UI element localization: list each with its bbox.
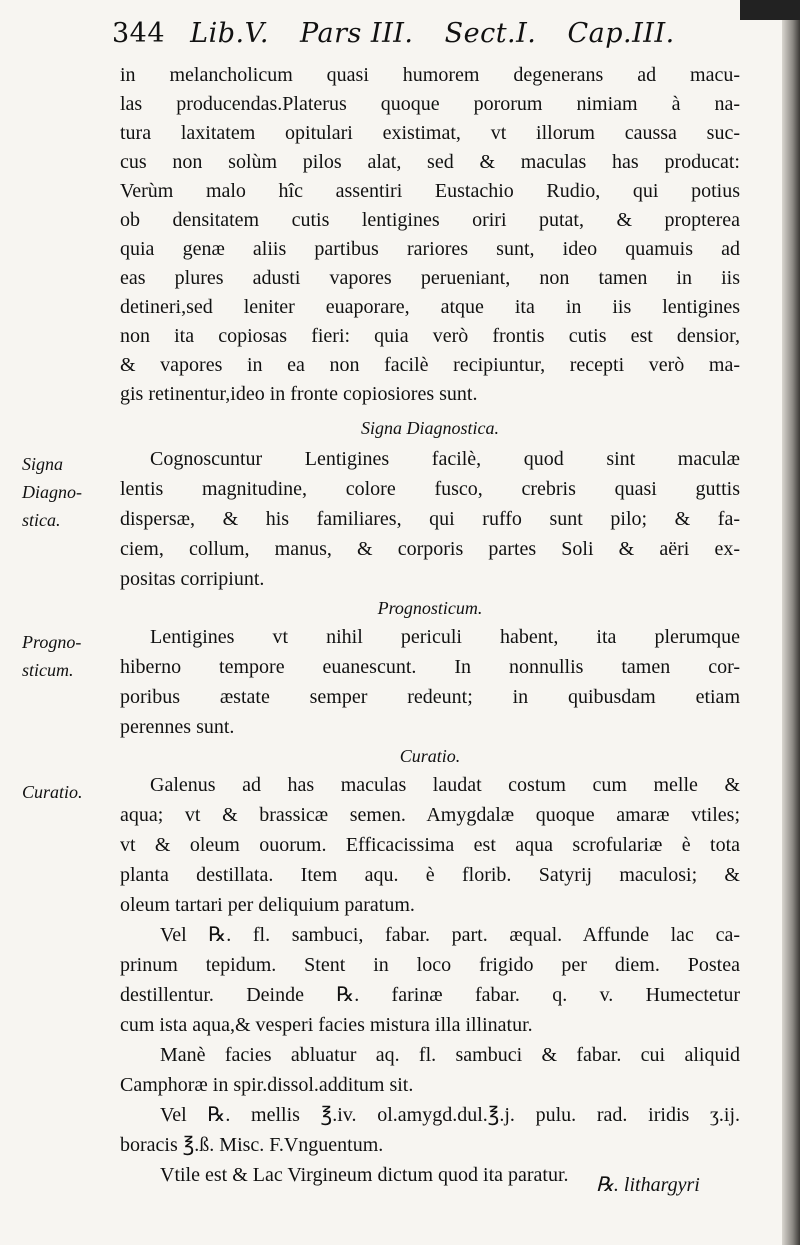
text-line: Camphoræ in spir.dissol.additum sit. bbox=[120, 1074, 414, 1096]
text-line: las producendas.Platerus quoque pororum nimiam à na- bbox=[120, 93, 740, 115]
text-line: Galenus ad has maculas laudat costum cum melle & bbox=[150, 774, 740, 796]
text-line: ciem, collum, manus, & corporis partes Soli & aëri ex- bbox=[120, 538, 740, 560]
text-line: Manè facies abluatur aq. fl. sambuci & fabar. cui aliquid bbox=[160, 1044, 740, 1066]
text-line: detineri,sed leniter euaporare, atque ita in iis lentigines bbox=[120, 296, 740, 318]
text-line: positas corripiunt. bbox=[120, 568, 265, 590]
text-line: cus non solùm pilos alat, sed & maculas has producat: bbox=[120, 151, 740, 173]
text-line: planta destillata. Item aqu. è florib. Satyrij maculosi; & bbox=[120, 864, 740, 886]
margin-note-signa: Signa Diagno- stica. bbox=[22, 454, 82, 530]
text-line: in melancholicum quasi humorem degenerans ad macu- bbox=[120, 64, 740, 86]
section-heading-signa: Signa Diagnostica. bbox=[361, 418, 499, 438]
section-heading-curatio: Curatio. bbox=[399, 746, 461, 766]
text-line: hiberno tempore euanescunt. In nonnullis tamen cor- bbox=[120, 656, 740, 678]
section-heading-prognosticum: Prognosticum. bbox=[377, 598, 483, 618]
text-line: gis retinentur,ideo in fronte copiosiores sunt. bbox=[120, 383, 478, 405]
text-line: perennes sunt. bbox=[120, 716, 235, 738]
header-chapter: Cap.III. bbox=[567, 18, 675, 49]
header-section: Sect.I. bbox=[444, 18, 537, 49]
text-line: prinum tepidum. Stent in loco frigido per diem. Postea bbox=[120, 954, 740, 976]
text-line: Verùm malo hîc assentiri Eustachio Rudio, qui potius bbox=[120, 180, 740, 202]
text-line: Lentigines vt nihil periculi habent, ita plerumque bbox=[150, 626, 740, 648]
text-line: lentis magnitudine, colore fusco, crebris quasi guttis bbox=[120, 478, 740, 500]
margin-note-curatio: Curatio. bbox=[22, 782, 83, 802]
header-part: Pars III. bbox=[300, 18, 414, 49]
page-number: 344 bbox=[112, 18, 166, 49]
margin-note-prognosticum: Progno- sticum. bbox=[22, 632, 82, 680]
running-header bbox=[112, 18, 712, 58]
text-line: oleum tartari per deliquium paratum. bbox=[120, 894, 415, 916]
text-line: non ita copiosas fieri: quia verò frontis cutis est densior, bbox=[120, 325, 740, 347]
text-line: eas plures adusti vapores perueniant, non tamen in iis bbox=[120, 267, 740, 289]
text-line: & vapores in ea non facilè recipiuntur, recepti verò ma- bbox=[120, 354, 740, 376]
text-line: boracis ℥.ß. Misc. F.Vnguentum. bbox=[120, 1134, 384, 1156]
text-line: tura laxitatem opitulari existimat, vt illorum caussa suc- bbox=[120, 122, 740, 144]
header-book: Lib.V. bbox=[190, 18, 269, 49]
text-line: ob densitatem cutis lentigines oriri putat, & propterea bbox=[120, 209, 740, 231]
text-line: poribus æstate semper redeunt; in quibusdam etiam bbox=[120, 686, 740, 708]
text-line: Vel ℞. fl. sambuci, fabar. part. æqual. Affunde lac ca- bbox=[160, 924, 740, 946]
text-line: Cognoscuntur Lentigines facilè, quod sint maculæ bbox=[150, 448, 740, 470]
text-line: quia genæ aliis partibus rariores sunt, ideo quamuis ad bbox=[120, 238, 740, 260]
text-line: destillentur. Deinde ℞. farinæ fabar. q. v. Humectetur bbox=[120, 984, 740, 1006]
text-line: vt & oleum ouorum. Efficacissima est aqua scrofulariæ è tota bbox=[120, 834, 740, 856]
catchword: ℞. lithargyri bbox=[596, 1174, 700, 1196]
text-line: Vtile est & Lac Virgineum dictum quod ita paratur. bbox=[160, 1164, 569, 1186]
page-edge-shadow bbox=[782, 0, 800, 1245]
scan-corner bbox=[740, 0, 800, 20]
text-line: dispersæ, & his familiares, qui ruffo sunt pilo; & fa- bbox=[120, 508, 740, 530]
text-line: Vel ℞. mellis ℥.iv. ol.amygd.dul.℥.j. pulu. rad. iridis ʒ.ij. bbox=[160, 1104, 740, 1126]
text-line: cum ista aqua,& vesperi facies mistura illa illinatur. bbox=[120, 1014, 533, 1036]
text-line: aqua; vt & brassicæ semen. Amygdalæ quoque amaræ vtiles; bbox=[120, 804, 740, 826]
